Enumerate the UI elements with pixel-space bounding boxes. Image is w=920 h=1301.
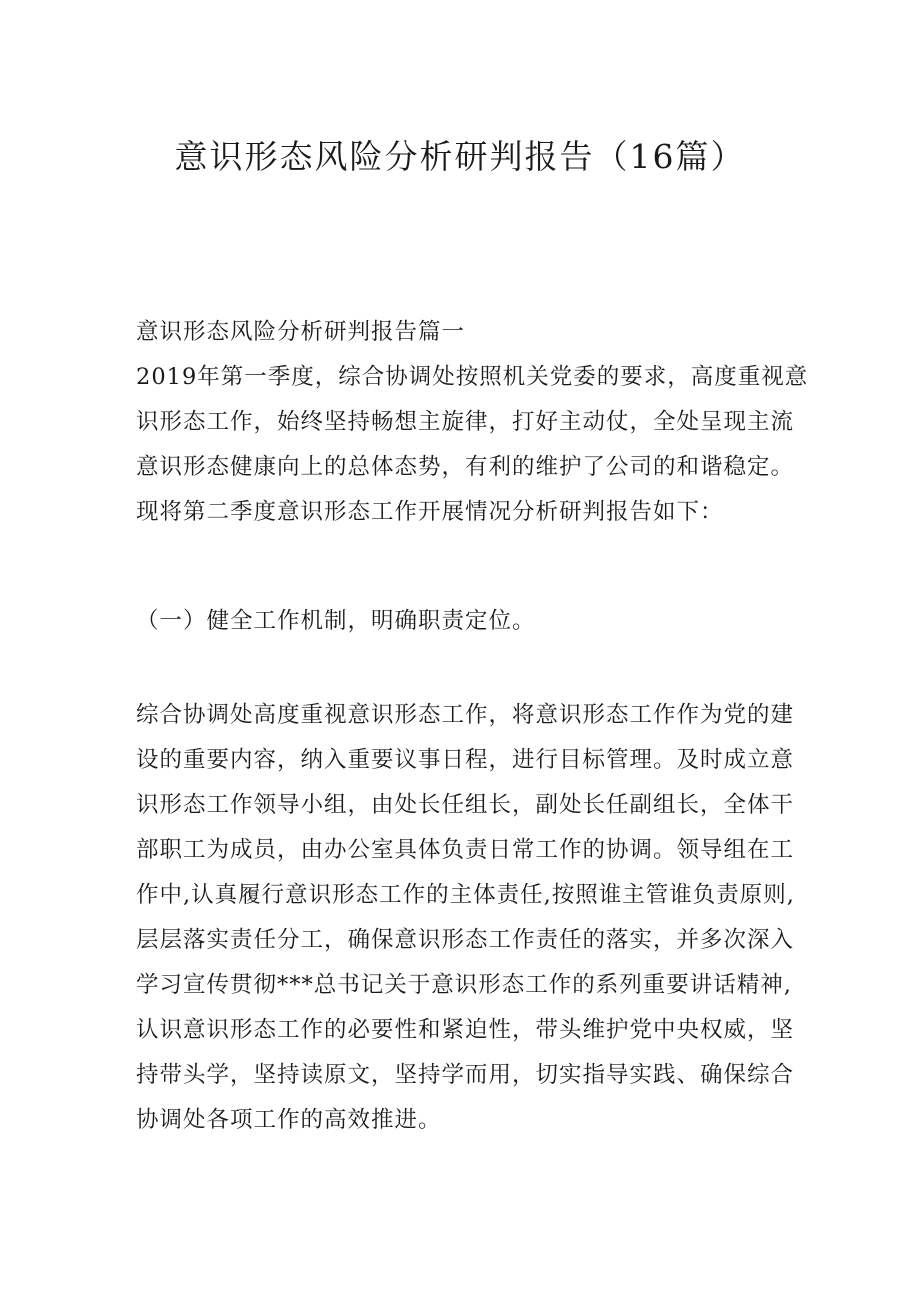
paragraph-line: 识形态工作领导小组，由处长任组长，副处长任副组长，全体干 [136,792,795,818]
paragraph-line: 识形态工作，始终坚持畅想主旋律，打好主动仗，全处呈现主流 [136,409,795,435]
paragraph-line: 层层落实责任分工，确保意识形态工作责任的落实，并多次深入 [136,927,795,953]
article-heading: 意识形态风险分析研判报告篇一 [136,319,466,345]
document-title: 意识形态风险分析研判报告（16篇） [174,137,746,176]
section-heading: （一）健全工作机制，明确职责定位。 [136,608,536,634]
paragraph-line: 持带头学，坚持读原文，坚持学而用，切实指导实践、确保综合 [136,1062,795,1088]
paragraph-line: 认识意识形态工作的必要性和紧迫性，带头维护党中央权威，坚 [136,1017,795,1043]
paragraph-line: 协调处各项工作的高效推进。 [136,1107,442,1133]
intro-section [136,310,809,535]
section-paragraph [136,693,804,1143]
paragraph-line: 设的重要内容，纳入重要议事日程，进行目标管理。及时成立意 [136,747,795,773]
paragraph-line: 学习宣传贯彻***总书记关于意识形态工作的系列重要讲话精神, [136,972,792,998]
paragraph-line: 作中,认真履行意识形态工作的主体责任,按照谁主管谁负责原则, [136,882,795,908]
section-heading-block [136,599,804,644]
paragraph-line: 部职工为成员，由办公室具体负责日常工作的协调。领导组在工 [136,837,795,863]
paragraph-line: 综合协调处高度重视意识形态工作，将意识形态工作作为党的建 [136,702,795,728]
paragraph-line: 2019年第一季度，综合协调处按照机关党委的要求，高度重视意 [136,364,809,390]
paragraph-line: 意识形态健康向上的总体态势，有利的维护了公司的和谐稳定。 [136,454,795,480]
paragraph-line: 现将第二季度意识形态工作开展情况分析研判报告如下： [136,499,724,525]
